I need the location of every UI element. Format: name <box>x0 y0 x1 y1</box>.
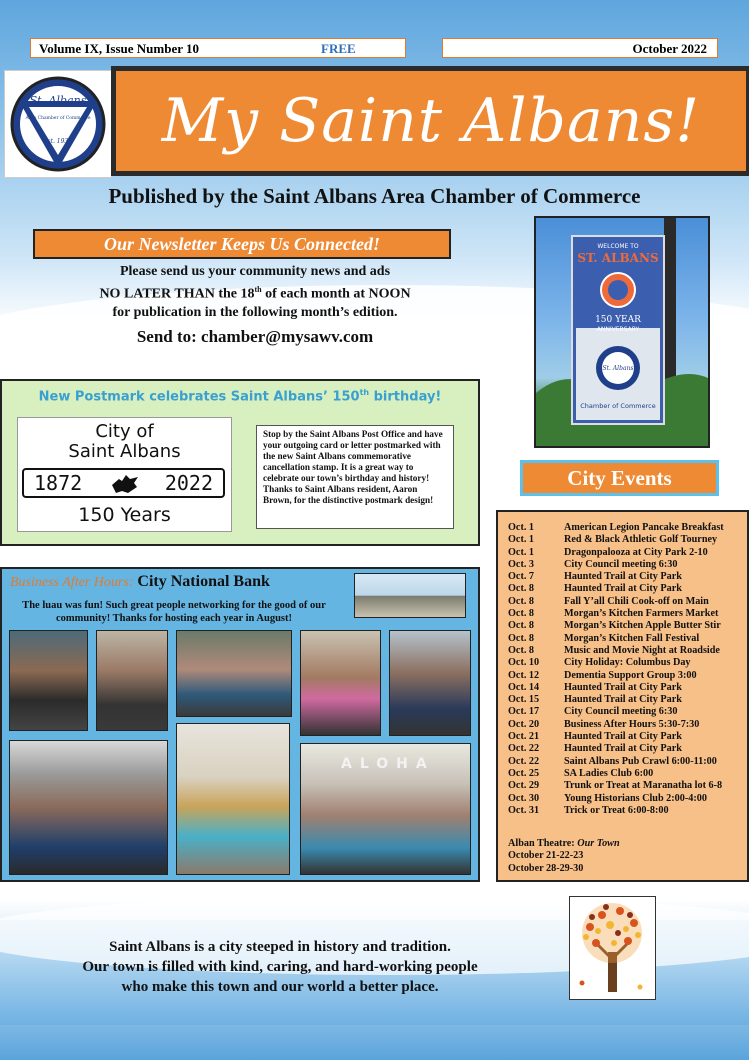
event-name: Haunted Trail at City Park <box>564 731 682 743</box>
submission-info <box>20 263 490 346</box>
published-by: Published by the Saint Albans Area Chamber of Commerce <box>108 184 641 208</box>
event-row <box>508 682 748 694</box>
event-name: Haunted Trail at City Park <box>564 583 682 595</box>
svg-text:WELCOME TO: WELCOME TO <box>597 243 639 250</box>
event-row <box>508 694 748 706</box>
event-row <box>508 670 748 682</box>
newsletter-banner: Our Newsletter Keeps Us Connected! <box>33 229 451 259</box>
event-date: Oct. 17 <box>508 706 540 718</box>
footer-message <box>0 937 560 997</box>
event-name: Morgan’s Kitchen Farmers Market <box>564 608 719 620</box>
anniversary-sign-photo <box>534 216 710 448</box>
event-name: City Council meeting 6:30 <box>564 706 678 718</box>
event-row <box>508 620 748 632</box>
event-date: Oct. 3 <box>508 558 535 570</box>
issue-bar <box>30 38 406 58</box>
event-date: Oct. 22 <box>508 743 540 755</box>
event-photo <box>96 630 168 731</box>
business-after-hours-title: Business After Hours: City National Bank <box>10 573 270 590</box>
event-photo <box>389 630 471 736</box>
theatre-dates: October 28-29-30 <box>508 862 584 874</box>
postmark-title: New Postmark celebrates Saint Albans’ 150th birthday! <box>38 388 442 405</box>
event-row <box>508 583 748 595</box>
autumn-tree-image <box>569 896 656 1000</box>
event-row <box>508 731 748 743</box>
event-row <box>508 596 748 608</box>
event-date: Oct. 8 <box>508 583 535 595</box>
event-date: Oct. 8 <box>508 595 535 607</box>
event-date: Oct. 10 <box>508 657 540 669</box>
event-row <box>508 768 748 780</box>
theatre-dates: October 21-22-23 <box>508 850 584 862</box>
price-label: FREE <box>321 41 356 56</box>
event-row <box>508 645 748 657</box>
event-row <box>508 534 748 546</box>
west-virginia-icon <box>110 473 140 495</box>
event-row <box>508 756 748 768</box>
event-name: Fall Y’all Chili Cook-off on Main <box>564 595 709 607</box>
event-date: Oct. 15 <box>508 694 540 706</box>
event-row <box>508 743 748 755</box>
event-date: Oct. 12 <box>508 669 540 681</box>
issue-date: October 2022 <box>442 38 718 58</box>
event-row <box>508 608 748 620</box>
street-banner-image <box>536 218 708 446</box>
event-name: City Council meeting 6:30 <box>564 558 678 570</box>
event-date: Oct. 30 <box>508 792 540 804</box>
event-name: Business After Hours 5:30-7:30 <box>564 718 700 730</box>
logo-sub: Area Chamber of Commerce <box>25 116 91 121</box>
send-to-email[interactable]: Send to: chamber@mysawv.com <box>136 326 374 346</box>
event-photo <box>300 630 381 736</box>
event-date: Oct. 31 <box>508 804 540 816</box>
event-row <box>508 780 748 792</box>
event-photo <box>9 740 168 875</box>
event-date: Oct. 8 <box>508 620 535 632</box>
autumn-tree-icon <box>570 897 655 999</box>
event-name: Haunted Trail at City Park <box>564 681 682 693</box>
event-date: Oct. 21 <box>508 731 540 743</box>
event-date: Oct. 29 <box>508 780 540 792</box>
event-name: American Legion Pancake Breakfast <box>564 522 724 533</box>
postmark-stamp <box>17 417 232 532</box>
event-date: Oct. 20 <box>508 718 540 730</box>
event-row <box>508 633 748 645</box>
event-photo <box>176 630 292 717</box>
event-date: Oct. 22 <box>508 755 540 767</box>
svg-text:Chamber of Commerce: Chamber of Commerce <box>580 402 656 410</box>
event-name: Trunk or Treat at Maranatha lot 6-8 <box>564 780 723 792</box>
event-name: SA Ladies Club 6:00 <box>564 767 654 779</box>
event-name: Red & Black Athletic Golf Tourney <box>564 534 718 546</box>
stamp-year-end: 2022 <box>164 471 213 495</box>
svg-text:150 YEAR: 150 YEAR <box>595 315 641 325</box>
submission-line2: NO LATER THAN the 18th of each month at NOON <box>99 285 411 302</box>
event-name: Young Historians Club 2:00-4:00 <box>564 792 707 804</box>
event-date: Oct. 1 <box>508 522 535 533</box>
event-date: Oct. 25 <box>508 767 540 779</box>
footer-line: Our town is filled with kind, caring, and hard-working people <box>82 959 478 975</box>
logo-est: est. 1932 <box>43 138 73 145</box>
stamp-years: 150 Years <box>78 504 171 526</box>
aloha-banner: ALOHA <box>341 756 435 772</box>
events-list <box>508 522 748 817</box>
masthead-title: My Saint Albans! <box>161 86 701 156</box>
event-name: Morgan’s Kitchen Fall Festival <box>564 632 700 644</box>
event-name: Morgan’s Kitchen Apple Butter Stir <box>564 620 721 632</box>
event-row <box>508 793 748 805</box>
event-name: Haunted Trail at City Park <box>564 571 682 583</box>
event-name: Music and Movie Night at Roadside <box>564 644 720 656</box>
footer-line: Saint Albans is a city steeped in history and tradition. <box>109 939 451 955</box>
stamp-line1: City of <box>95 421 154 442</box>
submission-line1: Please send us your community news and ads <box>119 264 391 279</box>
event-date: Oct. 1 <box>508 534 535 546</box>
event-date: Oct. 1 <box>508 546 535 558</box>
event-photo <box>176 723 290 875</box>
event-photo <box>9 630 88 731</box>
event-photo <box>300 743 471 875</box>
volume-label: Volume IX, Issue Number 10 <box>39 41 199 56</box>
event-name: Trick or Treat 6:00-8:00 <box>564 804 669 816</box>
event-row <box>508 547 748 559</box>
stamp-line2: Saint Albans <box>68 441 181 462</box>
svg-text:St. Albans: St. Albans <box>602 365 634 372</box>
svg-text:ANNIVERSARY: ANNIVERSARY <box>596 326 640 333</box>
event-name: Dragonpalooza at City Park 2-10 <box>564 546 708 558</box>
event-row <box>508 657 748 669</box>
event-date: Oct. 7 <box>508 571 535 583</box>
submission-line3: for publication in the following month’s edition. <box>112 304 398 320</box>
business-after-hours-text: The luau was fun! Such great people networking for the good of our community! Thanks for hosting each year in August! <box>22 600 326 624</box>
event-row <box>508 805 748 817</box>
event-date: Oct. 8 <box>508 608 535 620</box>
theatre-title: Alban Theatre: Our Town <box>508 838 620 849</box>
event-row <box>508 719 748 731</box>
footer-line: who make this town and our world a better place. <box>121 979 439 995</box>
event-date: Oct. 14 <box>508 681 540 693</box>
event-row <box>508 522 748 534</box>
event-name: Haunted Trail at City Park <box>564 694 682 706</box>
event-date: Oct. 8 <box>508 644 535 656</box>
event-name: Saint Albans Pub Crawl 6:00-11:00 <box>564 755 717 767</box>
event-name: Dementia Support Group 3:00 <box>564 669 697 681</box>
event-row <box>508 706 748 718</box>
bank-building-photo <box>354 573 466 618</box>
event-name: Haunted Trail at City Park <box>564 743 682 755</box>
city-events-title: City Events <box>520 460 719 496</box>
chamber-logo <box>4 70 112 178</box>
event-row <box>508 571 748 583</box>
logo-name: St. Albans <box>29 94 87 107</box>
chamber-seal-icon <box>5 71 111 177</box>
theatre-info <box>508 838 748 875</box>
postmark-description: Stop by the Saint Albans Post Office and have your outgoing card or letter postmarked with the new Saint Albans commemorative cancellation stamp. It is a great way to celebrate our town’s birthday and history! Thanks to Saint Albans resident, Aaron Brown, for the distinctive postmark design! <box>256 425 454 529</box>
stamp-year-start: 1872 <box>34 471 83 495</box>
event-name: City Holiday: Columbus Day <box>564 657 691 669</box>
svg-text:ST. ALBANS: ST. ALBANS <box>577 251 659 265</box>
event-row <box>508 559 748 571</box>
event-date: Oct. 8 <box>508 632 535 644</box>
